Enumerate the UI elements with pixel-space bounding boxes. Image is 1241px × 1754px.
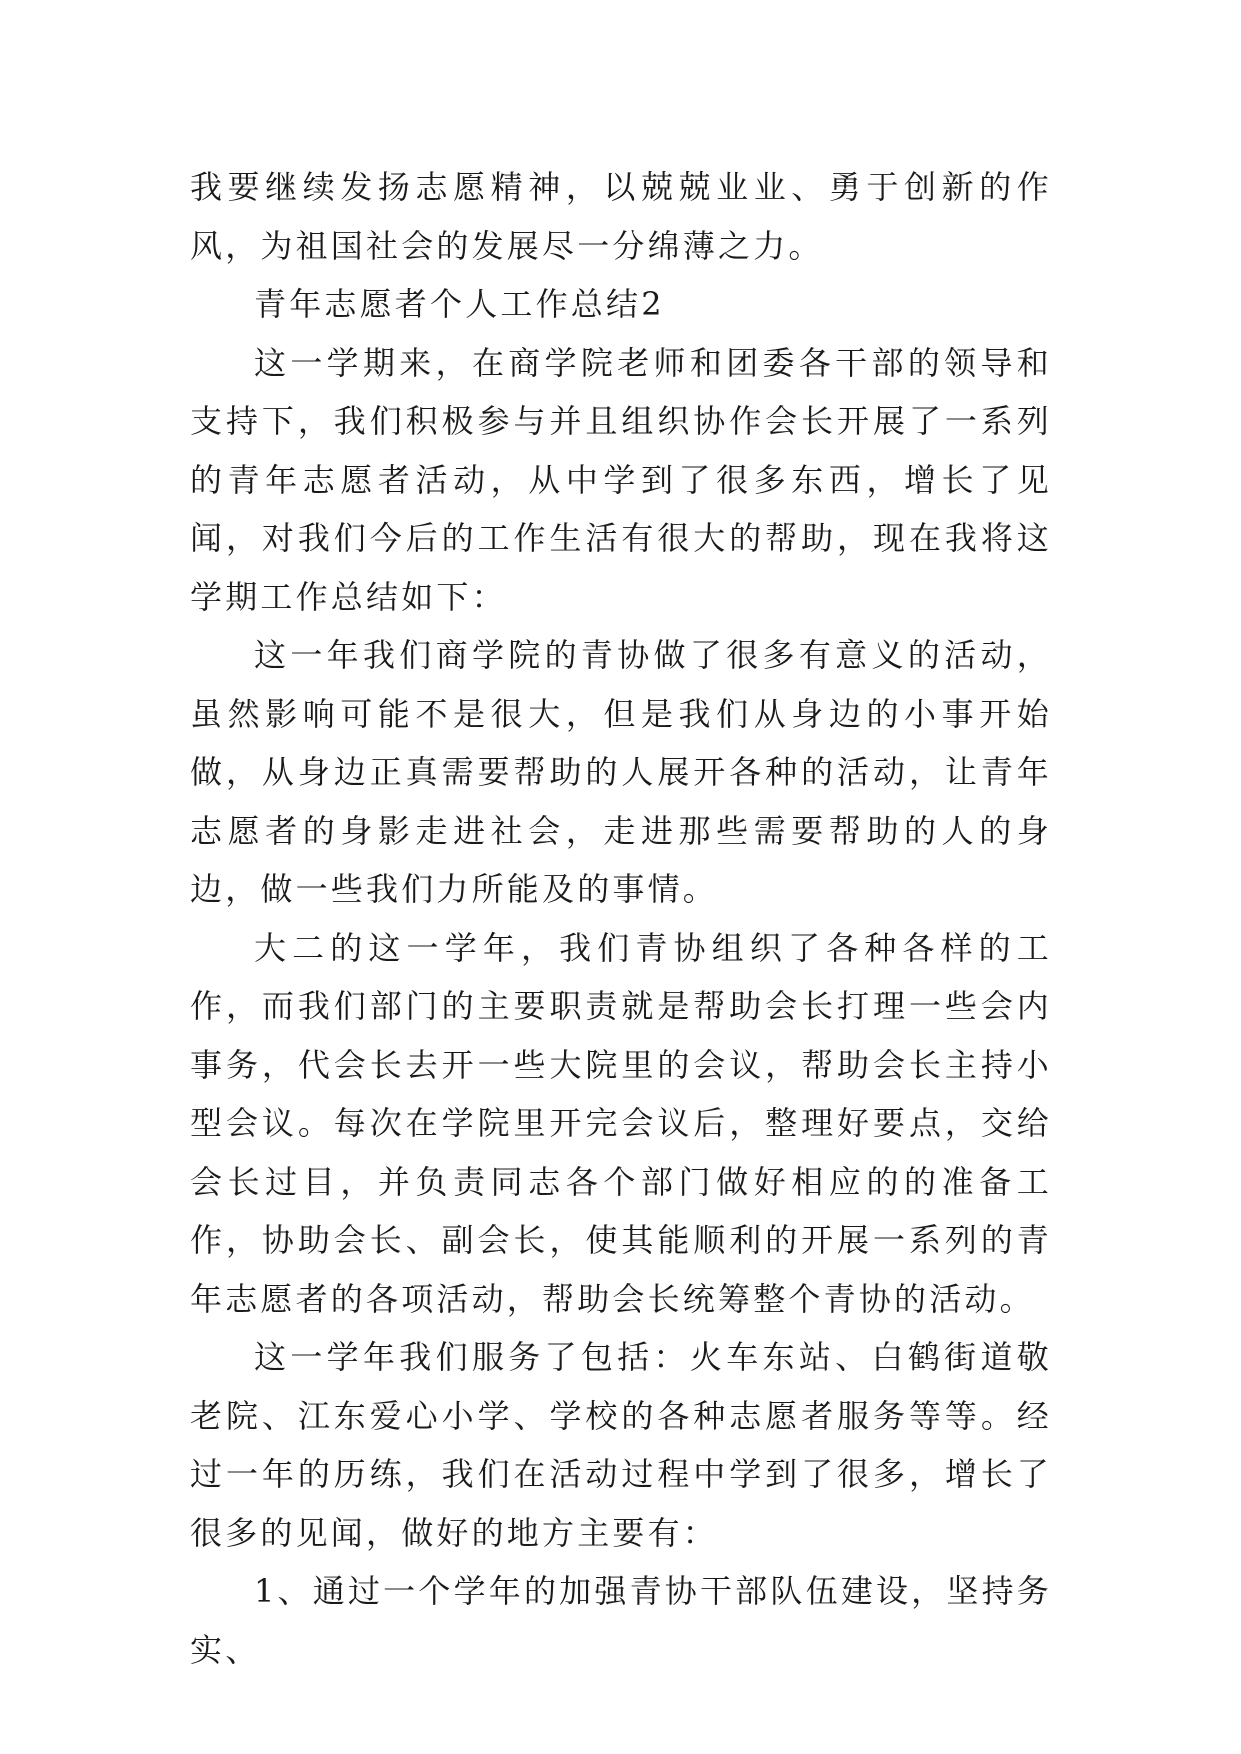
paragraph-department-duties: 大二的这一学年，我们青协组织了各种各样的工作，而我们部门的主要职责就是帮助会长打理一些会内事务，代会长去开一些大院里的会议，帮助会长主持小型会议。每次在学院里开完会议后，整理好要点，交给会长过目，并负责同志各个部门做好相应的的准备工作，协助会长、副会长，使其能顺利的开展一系列的青年志愿者的各项活动，帮助会长统筹整个青协的活动。 (190, 928, 1052, 1318)
section-heading: 青年志愿者个人工作总结2 (254, 285, 665, 323)
list-item-1: 1、通过一个学年的加强青协干部队伍建设，坚持务实、 (190, 1572, 1052, 1669)
paragraph-continuation: 我要继续发扬志愿精神，以兢兢业业、勇于创新的作风，为祖国社会的发展尽一分绵薄之力。 (190, 168, 1052, 265)
paragraph-intro: 这一学期来，在商学院老师和团委各干部的领导和支持下，我们积极参与并且组织协作会长开展了一系列的青年志愿者活动，从中学到了很多东西，增长了见闻，对我们今后的工作生活有很大的帮助，现在我将这学期工作总结如下： (190, 343, 1052, 616)
paragraph-activities: 这一年我们商学院的青协做了很多有意义的活动，虽然影响可能不是很大，但是我们从身边的小事开始做，从身边正真需要帮助的人展开各种的活动，让青年志愿者的身影走进社会，走进那些需要帮助的人的身边，做一些我们力所能及的事情。 (190, 636, 1052, 908)
document-body (190, 158, 1052, 1679)
paragraph-services: 这一学年我们服务了包括：火车东站、白鹤街道敬老院、江东爱心小学、学校的各种志愿者服务等等。经过一年的历练，我们在活动过程中学到了很多，增长了很多的见闻，做好的地方主要有： (190, 1338, 1052, 1552)
